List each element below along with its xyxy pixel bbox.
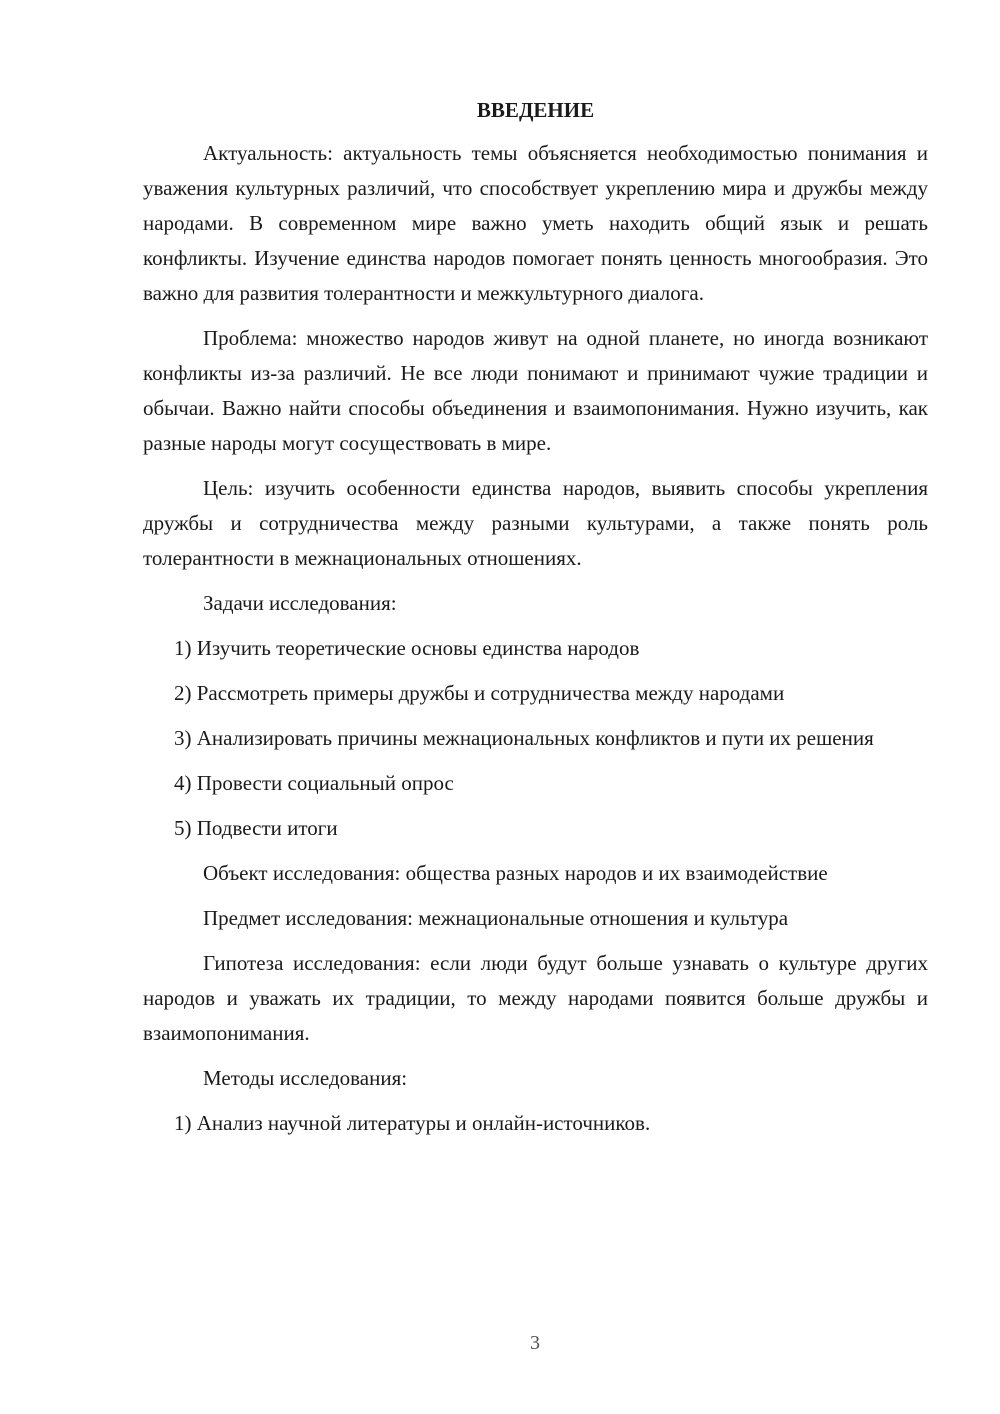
- tasks-heading: Задачи исследования:: [203, 591, 397, 615]
- task-item: 5) Подвести итоги: [174, 816, 338, 840]
- method-item: 1) Анализ научной литературы и онлайн-источников.: [174, 1111, 651, 1135]
- problem-paragraph: Проблема: множество народов живут на одной планете, но иногда возникают конфликты из-за различий. Не все люди понимают и принимают чужие традиции и обычаи. Важно найти способы объединения и взаимопонимания. Нужно изучить, как разные народы могут сосуществовать в мире.: [143, 326, 928, 455]
- task-item: 3) Анализировать причины межнациональных конфликтов и пути их решения: [174, 726, 874, 750]
- goal-paragraph: Цель: изучить особенности единства народов, выявить способы укрепления дружбы и сотрудничества между разными культурами, а также понять роль толерантности в межнациональных отношениях.: [143, 476, 928, 570]
- hypothesis-paragraph: Гипотеза исследования: если люди будут больше узнавать о культуре других народов и уважать их традиции, то между народами появится больше дружбы и взаимопонимания.: [143, 951, 928, 1045]
- methods-heading: Методы исследования:: [203, 1066, 408, 1090]
- relevance-paragraph: Актуальность: актуальность темы объясняется необходимостью понимания и уважения культурных различий, что способствует укреплению мира и дружбы между народами. В современном мире важно уметь находить общий язык и решать конфликты. Изучение единства народов помогает понять ценность многообразия. Это важно для развития толерантности и межкультурного диалога.: [143, 141, 928, 305]
- task-item: 2) Рассмотреть примеры дружбы и сотрудничества между народами: [174, 681, 785, 705]
- document-page: [143, 96, 928, 1151]
- section-title: ВВЕДЕНИЕ: [476, 98, 595, 122]
- task-item: 4) Провести социальный опрос: [174, 771, 454, 795]
- subject-paragraph: Предмет исследования: межнациональные отношения и культура: [203, 906, 789, 930]
- page-number: 3: [530, 1332, 540, 1354]
- task-item: 1) Изучить теоретические основы единства народов: [174, 636, 640, 660]
- object-paragraph: Объект исследования: общества разных народов и их взаимодействие: [203, 861, 828, 885]
